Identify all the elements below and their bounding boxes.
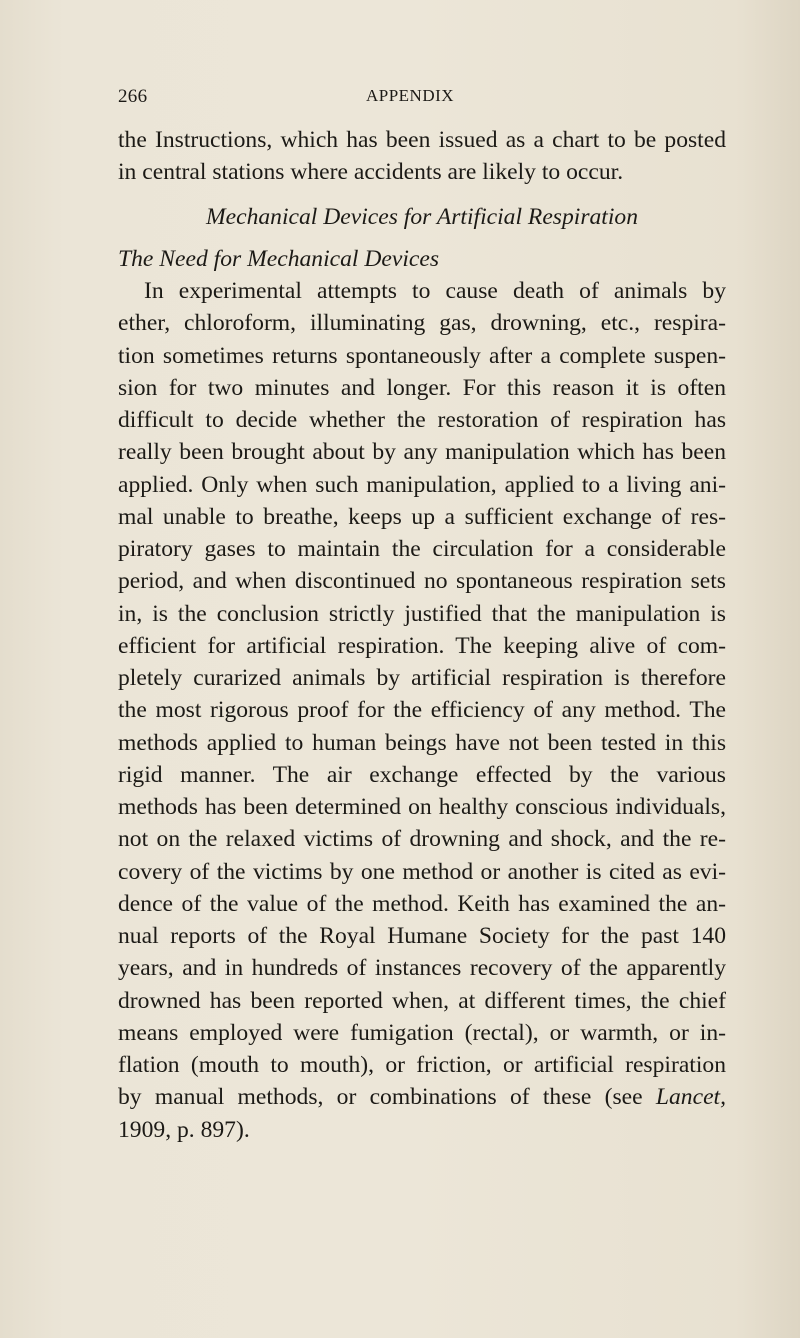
page-header: [110, 84, 710, 114]
paragraph-line: ether, chloroform, illuminating gas, drowning, etc., respira-: [118, 310, 726, 337]
paragraph-line: means employed were fumigation (rectal), or warmth, or in-: [118, 1019, 726, 1046]
paragraph-line: piratory gases to maintain the circulation for a considerable: [118, 536, 726, 562]
paragraph-line: tion sometimes returns spontaneously after a complete suspen-: [118, 342, 726, 369]
paragraph-line: dence of the value of the method. Keith has examined the an-: [118, 890, 726, 917]
paragraph-line: methods applied to human beings have not been tested in this: [118, 729, 726, 756]
paragraph-line: rigid manner. The air exchange effected by the various: [118, 761, 726, 788]
paragraph-line: flation (mouth to mouth), or friction, or artificial respiration: [118, 1052, 726, 1078]
intro-line: the Instructions, which has been issued as a chart to be posted: [118, 127, 726, 153]
paragraph-line: applied. Only when such manipulation, applied to a living ani-: [118, 471, 726, 498]
paragraph-line: mal unable to breathe, keeps up a sufficient exchange of res-: [118, 503, 726, 530]
paragraph-line: nual reports of the Royal Humane Society for the past 140: [118, 923, 726, 949]
paragraph-line: years, and in hundreds of instances recovery of the apparently: [118, 955, 726, 982]
paragraph-line: 1909, p. 897).: [118, 1116, 250, 1143]
running-head: APPENDIX: [365, 86, 455, 105]
section-heading: Mechanical Devices for Artificial Respiration: [205, 203, 639, 230]
paragraph-line: sion for two minutes and longer. For this reason it is often: [118, 374, 726, 401]
paragraph-line: pletely curarized animals by artificial respiration is therefore: [118, 665, 726, 691]
paragraph-line: In experimental attempts to cause death of animals by: [144, 278, 726, 304]
paragraph-line: difficult to decide whether the restoration of respiration has: [118, 407, 726, 433]
paragraph-line: methods has been determined on healthy conscious individuals,: [118, 794, 726, 820]
intro-line: in central stations where accidents are likely to occur.: [118, 159, 624, 186]
paragraph-line: period, and when discontinued no spontaneous respiration sets: [118, 568, 726, 595]
paragraph-line: covery of the victims by one method or another is cited as evi-: [118, 858, 726, 885]
paragraph-line: efficient for artificial respiration. The keeping alive of com-: [118, 632, 726, 659]
paragraph-line: not on the relaxed victims of drowning and shock, and the re-: [118, 826, 726, 853]
paragraph-line-with-citation: [118, 1081, 726, 1113]
journal-name: Lancet,: [655, 1084, 726, 1111]
paragraph-line: in, is the conclusion strictly justified that the manipulation is: [118, 600, 726, 627]
page-number: 266: [118, 86, 148, 107]
paragraph-line: really been brought about by any manipulation which has been: [118, 439, 726, 466]
paragraph-line: drowned has been reported when, at different times, the chief: [118, 987, 726, 1014]
page-body: [118, 124, 726, 1146]
paragraph-line: the most rigorous proof for the efficiency of any method. The: [118, 697, 726, 724]
paragraph-text: by manual methods, or combinations of these (see: [118, 1084, 656, 1111]
subsection-heading: The Need for Mechanical Devices: [118, 245, 440, 272]
